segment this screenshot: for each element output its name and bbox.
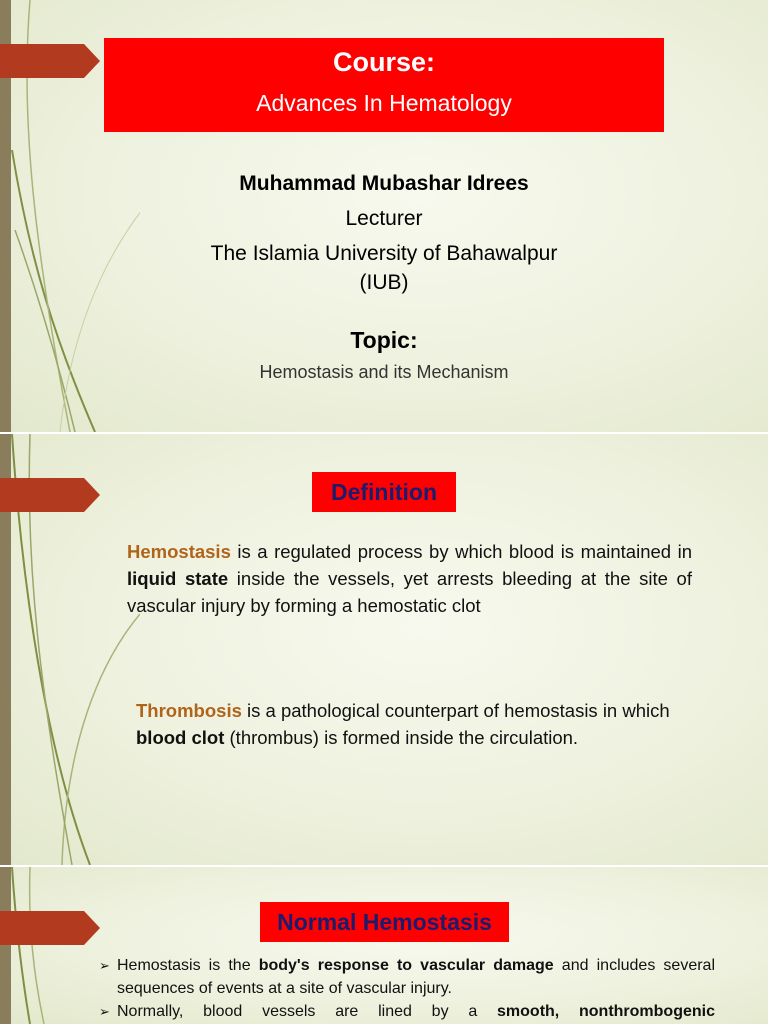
arrow-tab [0, 44, 100, 78]
definition-heading: Definition [330, 479, 438, 505]
hemostasis-term: Hemostasis [127, 541, 231, 562]
slide-definition [0, 434, 768, 865]
course-label: Course: [332, 47, 435, 77]
hemostasis-definition: Hemostasis is a regulated process by which blood is maintained in liquid state inside the vessels, yet arrests bleeding at the site of vascular injury by forming a hemostatic clot [127, 541, 692, 616]
course-name: Advances In Hematology [256, 90, 512, 116]
university-name: The Islamia University of Bahawalpur [210, 242, 558, 265]
definition-heading-box [312, 472, 456, 512]
topic-label: Topic: [350, 327, 418, 353]
university-abbr: (IUB) [359, 271, 409, 294]
list-item: ➢ Hemostasis is the body's response to vascular damage and includes several sequences of events at a site of vascular injury. [99, 954, 715, 1000]
thrombosis-term: Thrombosis [136, 700, 242, 721]
arrow-bullet-icon: ➢ [99, 1004, 110, 1019]
arrow-tab [0, 478, 100, 512]
list-item: ➢ Normally, blood vessels are lined by a smooth, nonthrombogenic [99, 1000, 715, 1023]
arrow-bullet-icon: ➢ [99, 958, 110, 973]
arrow-tab [0, 911, 100, 945]
slide-title [0, 0, 768, 432]
lecturer-title: Lecturer [345, 207, 423, 230]
side-bar [0, 867, 11, 1024]
normal-hemostasis-heading-box [260, 902, 509, 942]
normal-hemostasis-heading: Normal Hemostasis [277, 909, 492, 935]
course-header-box [104, 38, 664, 132]
bullet-list [99, 954, 715, 1023]
topic-text: Hemostasis and its Mechanism [259, 362, 509, 382]
thrombosis-definition: Thrombosis is a pathological counterpart of hemostasis in which blood clot (thrombus) is formed inside the circulation. [136, 700, 670, 748]
lecturer-name: Muhammad Mubashar Idrees [239, 172, 529, 195]
liquid-state-text: liquid state [127, 568, 229, 589]
blood-clot-text: blood clot [136, 727, 225, 748]
